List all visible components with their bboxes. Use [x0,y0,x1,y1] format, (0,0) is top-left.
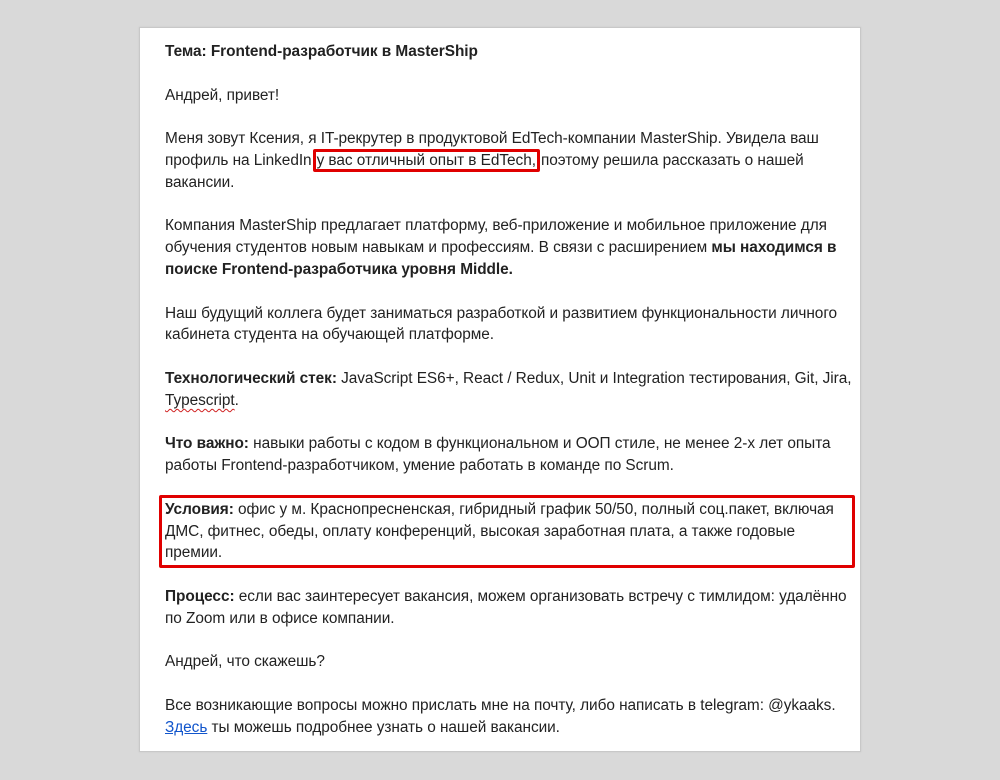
process-paragraph [165,586,855,630]
process-label: Процесс: [165,587,235,605]
intro-text: Меня зовут Ксения, я IT-рекрутер в продуктовой EdTech-компании MasterShip. Увидела ваш профиль на LinkedIn [165,130,819,169]
conditions-text: офис у м. Краснопресненская, гибридный график 50/50, полный соц.пакет, включая ДМС, фитнес, обеды, оплату конференций, высокая заработная плата, а также годовые премии. [165,500,834,562]
role-paragraph: Наш будущий коллега будет заниматься разработкой и развитием функциональности личного кабинета студента на обучающей платформе. [165,304,838,344]
important-label: Что важно: [165,435,249,453]
email-body [165,41,855,739]
intro-text-end: поэтому решила рассказать о нашей вакансии. [165,151,804,191]
conditions-label: Условия: [165,500,234,518]
intro-paragraph [165,128,855,193]
vacancy-link[interactable]: Здесь [165,718,208,736]
closing-paragraph [165,695,855,739]
process-text: если вас заинтересует вакансия, можем организовать встречу с тимлидом: удалённо по Zoom или в офисе компании. [165,587,847,627]
company-bold-text: мы находимся в поиске Frontend-разработчика уровня Middle. [165,239,837,278]
important-paragraph [165,433,855,477]
closing-text: Все возникающие вопросы можно прислать мне на почту, либо написать в telegram: @ykaaks. [165,696,836,714]
email-subject: Тема: Frontend-разработчик в MasterShip [165,43,478,60]
highlight-edtech-experience: у вас отличный опыт в EdTech, [313,149,540,172]
greeting: Андрей, привет! [165,86,280,104]
stack-label: Технологический стек: [165,369,337,387]
important-text: навыки работы с кодом в функциональном и ООП стиле, не менее 2-х лет опыта работы Frontend-разработчиком, умение работать в команде по Scrum. [165,435,831,475]
question-paragraph: Андрей, что скажешь? [165,653,325,671]
stack-end: . [234,391,239,409]
company-paragraph [165,215,855,280]
conditions-paragraph-highlighted [165,499,855,564]
misspelled-word: Typescript [165,391,235,409]
email-document [139,27,861,752]
stack-paragraph [165,368,855,412]
closing-text-end: ты можешь подробнее узнать о нашей вакансии. [207,718,560,736]
stack-text: JavaScript ES6+, React / Redux, Unit и Integration тестирования, Git, Jira, [336,369,852,387]
company-text: Компания MasterShip предлагает платформу, веб-приложение и мобильное приложение для обучения студентов новым навыкам и профессиям. В связи с расширением [165,217,827,257]
